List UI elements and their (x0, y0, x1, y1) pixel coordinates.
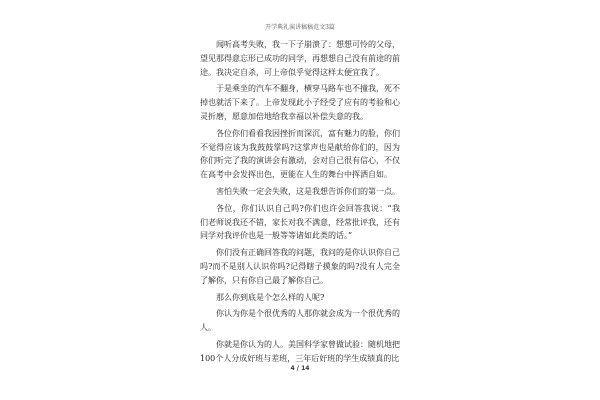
paragraph: 于是乘坐的汽车不翻身，横穿马路车也不撞我，死不掉也就活下来了。上帝发现此小子经受了应有的考验和心灵折磨，愿意加倍地给我幸福以补偿失意的我。 (200, 84, 400, 121)
paragraph: 害怕失败一定会失败，这是我想告诉你们的第一点。 (216, 186, 400, 196)
paragraph: 那么你到底是个怎么样的人呢? (216, 292, 325, 302)
paragraph: 各位你们看看我因挫折而深沉，富有魅力的脸，你们不觉得应该为我鼓鼓掌吗?这掌声也是献给你们的，因为你们听完了我的演讲会有激动，会对自己很有信心，不仅在高考中会发挥出色，更能在人生的舞台中挥洒自如。 (200, 128, 400, 180)
page-header: 开学典礼演讲稿稿范文3篇 (265, 24, 335, 31)
paragraph: 闻听高考失败，我一下子崩溃了：想想可怜的父母，望见那得意忘形已成功的同学，再想想自己没有前途的前途。我决定自杀，可上帝似乎觉得这样太便宜我了。 (200, 40, 400, 77)
paragraph: 各位，你们认识自己吗?你们也许会回答我说：“我们老师说我还不错，家长对我不满意，经常批评我，还有同学对我评价也是一般等等诸如此类的话。” (200, 203, 400, 241)
document-body (200, 38, 400, 369)
paragraph: 你认为你是个很优秀的人那你就会成为一个很优秀的人。 (200, 309, 400, 333)
paragraph: 你们没有正确回答我的问题，我问的是你认识你自己吗?而不是别人认识你吗?记得瞎子摸象的吗?没有人完全了解你，只有你自己最了解你自己。 (200, 248, 400, 285)
paragraph: 你就是你认为的人。美国科学家曾做试验：随机地把100个人分成好班与差班，三年后好班的学生成绩真的比 (200, 339, 400, 363)
page-number: 4 / 14 (290, 365, 310, 372)
